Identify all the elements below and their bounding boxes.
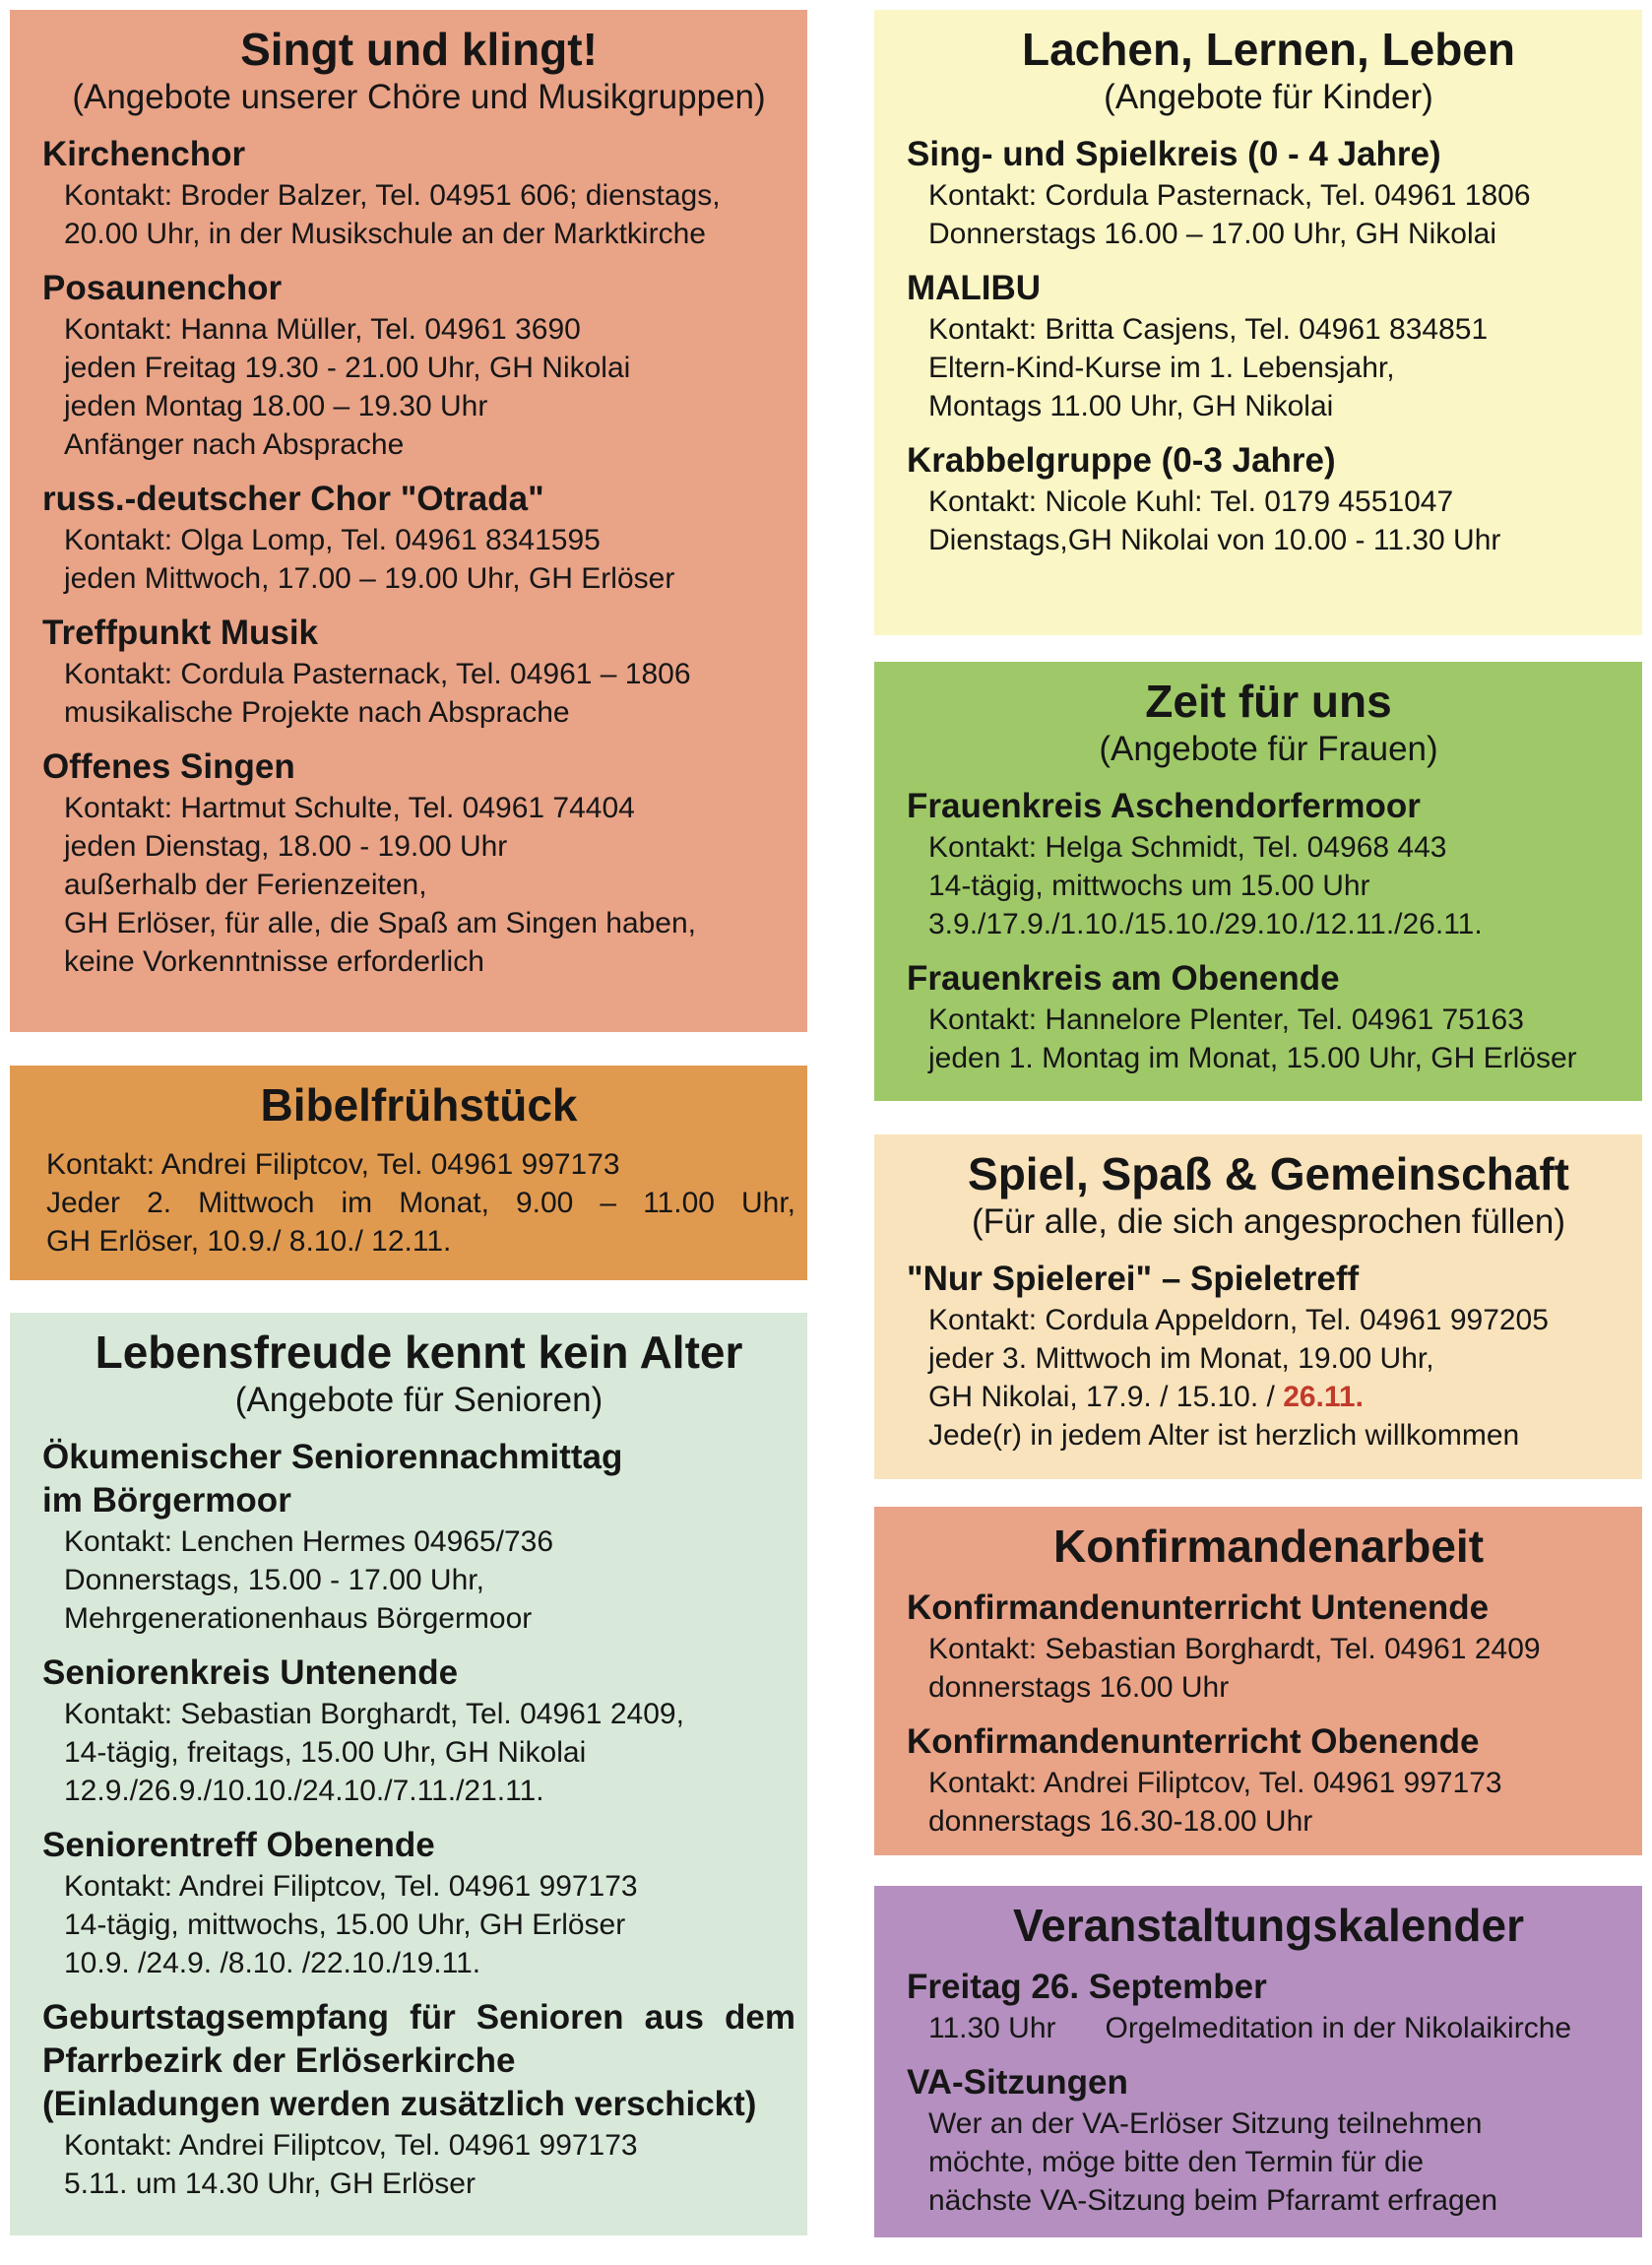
box-body xyxy=(907,1966,1630,2220)
section xyxy=(42,478,795,598)
section-heading: Krabbelgruppe (0-3 Jahre) xyxy=(907,440,1336,480)
box-body xyxy=(907,785,1630,1077)
text-line: Dienstags,GH Nikolai von 10.00 - 11.30 Uhr xyxy=(928,523,1501,556)
box-title: Bibelfrühstück xyxy=(260,1079,578,1131)
box-subtitle: (Angebote für Frauen) xyxy=(1099,729,1438,768)
box-title: Zeit für uns xyxy=(1145,676,1392,727)
text-line: jeden Mittwoch, 17.00 – 19.00 Uhr, GH Erlöser xyxy=(64,561,675,595)
text-line: 10.9. /24.9. /8.10. /22.10./19.11. xyxy=(64,1947,481,1980)
box-body xyxy=(907,1258,1630,1455)
text-line: Kontakt: Broder Balzer, Tel. 04951 606; dienstags, xyxy=(64,178,721,212)
text-line: musikalische Projekte nach Absprache xyxy=(64,696,570,730)
section-heading: im Börgermoor xyxy=(42,1480,291,1520)
text-line: Kontakt: Andrei Filiptcov, Tel. 04961 997173 xyxy=(64,2129,638,2163)
section xyxy=(42,1145,795,1261)
box-body xyxy=(907,1586,1630,1841)
section-heading: Offenes Singen xyxy=(42,747,295,787)
text-line: jeden 1. Montag im Monat, 15.00 Uhr, GH Erlöser xyxy=(928,1041,1577,1074)
text-line: 14-tägig, mittwochs um 15.00 Uhr xyxy=(928,869,1370,902)
text-line: Kontakt: Britta Casjens, Tel. 04961 834851 xyxy=(928,312,1489,346)
text-line: Kontakt: Andrei Filiptcov, Tel. 04961 997173 xyxy=(928,1767,1502,1800)
text-line: Kontakt: Hanna Müller, Tel. 04961 3690 xyxy=(64,312,581,346)
section-heading: Konfirmandenunterricht Obenende xyxy=(907,1721,1480,1761)
box-subtitle: (Angebote unserer Chöre und Musikgruppen) xyxy=(72,77,766,116)
text-line: Wer an der VA-Erlöser Sitzung teilnehmen xyxy=(928,2107,1483,2141)
text-line: Kontakt: Cordula Appeldorn, Tel. 04961 997205 xyxy=(928,1303,1549,1336)
section xyxy=(907,439,1630,559)
section xyxy=(907,785,1630,943)
box-bibelfruehstueck xyxy=(10,1066,807,1280)
box-spiel-spass-gemeinschaft xyxy=(874,1134,1642,1479)
box-body xyxy=(42,1436,795,2204)
text-line: Kontakt: Lenchen Hermes 04965/736 xyxy=(64,1524,554,1558)
text-line: Eltern-Kind-Kurse im 1. Lebensjahr, xyxy=(928,351,1395,384)
section-heading: (Einladungen werden zusätzlich verschickt) xyxy=(42,2085,757,2124)
section xyxy=(907,1258,1630,1455)
section-heading: Seniorenkreis Untenende xyxy=(42,1652,459,1692)
box-title: Konfirmandenarbeit xyxy=(1052,1521,1485,1572)
text-line: Kontakt: Helga Schmidt, Tel. 04968 443 xyxy=(928,830,1447,864)
box-subtitle: (Angebote für Senioren) xyxy=(234,1380,604,1419)
section-heading: Pfarrbezirk der Erlöserkirche xyxy=(42,2041,516,2081)
text-line: jeden Freitag 19.30 - 21.00 Uhr, GH Nikolai xyxy=(64,351,631,384)
section xyxy=(42,133,795,253)
text-line: jeden Montag 18.00 – 19.30 Uhr xyxy=(64,389,488,422)
text-line: donnerstags 16.30-18.00 Uhr xyxy=(928,1805,1313,1839)
section-heading: Seniorentreff Obenende xyxy=(42,1825,435,1864)
box-body xyxy=(42,1145,795,1261)
text-line xyxy=(928,1378,1630,1416)
section-heading: Frauenkreis am Obenende xyxy=(907,958,1340,998)
text-line: Mehrgenerationenhaus Börgermoor xyxy=(64,1601,533,1635)
text-line: Donnerstags 16.00 – 17.00 Uhr, GH Nikolai xyxy=(928,217,1496,250)
text-line: Anfänger nach Absprache xyxy=(64,427,405,461)
box-title: Singt und klingt! xyxy=(240,24,598,75)
section-heading: Treffpunkt Musik xyxy=(42,613,319,652)
text-line: nächste VA-Sitzung beim Pfarramt erfragen xyxy=(928,2184,1498,2218)
text-line: Kontakt: Cordula Pasternack, Tel. 04961 1806 xyxy=(928,178,1531,212)
text-line: Donnerstags, 15.00 - 17.00 Uhr, xyxy=(64,1563,484,1596)
text-line: 11.30 Uhr Orgelmeditation in der Nikolaikirche xyxy=(928,2011,1572,2044)
text-line: Kontakt: Cordula Pasternack, Tel. 04961 – 1806 xyxy=(64,658,691,691)
section xyxy=(42,612,795,732)
section-heading: VA-Sitzungen xyxy=(907,2062,1128,2102)
text-line: 12.9./26.9./10.10./24.10./7.11./21.11. xyxy=(64,1774,544,1807)
text-line: donnerstags 16.00 Uhr xyxy=(928,1670,1230,1704)
text-line: Kontakt: Andrei Filiptcov, Tel. 04961 997173 xyxy=(64,1870,638,1904)
section-heading: Kirchenchor xyxy=(42,134,246,173)
text-line: GH Erlöser, 10.9./ 8.10./ 12.11. xyxy=(46,1224,452,1258)
text-line: 20.00 Uhr, in der Musikschule an der Marktkirche xyxy=(64,217,706,250)
text-line: jeder 3. Mittwoch im Monat, 19.00 Uhr, xyxy=(928,1341,1434,1375)
section-heading: Geburtstagsempfang für Senioren aus dem xyxy=(42,1998,795,2038)
box-lebensfreude xyxy=(10,1313,807,2235)
text-line: Jeder 2. Mittwoch im Monat, 9.00 – 11.00 Uhr, xyxy=(46,1186,795,1219)
section-heading: Frauenkreis Aschendorfermoor xyxy=(907,786,1421,825)
section-heading: russ.-deutscher Chor "Otrada" xyxy=(42,479,544,518)
section xyxy=(42,1651,795,1810)
box-title: Spiel, Spaß & Gemeinschaft xyxy=(968,1148,1569,1199)
section xyxy=(907,267,1630,425)
section xyxy=(42,745,795,981)
text-line: jeden Dienstag, 18.00 - 19.00 Uhr xyxy=(64,830,508,864)
box-title: Veranstaltungskalender xyxy=(1013,1900,1524,1951)
section xyxy=(42,1996,795,2203)
text-segment: GH Nikolai, 17.9. / 15.10. / xyxy=(928,1380,1284,1413)
section-heading: MALIBU xyxy=(907,268,1042,307)
section xyxy=(42,1824,795,1982)
box-title: Lebensfreude kennt kein Alter xyxy=(95,1327,743,1378)
text-line: 3.9./17.9./1.10./15.10./29.10./12.11./26.11. xyxy=(928,907,1483,940)
section xyxy=(42,267,795,464)
section xyxy=(907,1720,1630,1841)
section xyxy=(907,957,1630,1077)
box-body xyxy=(42,133,795,981)
highlighted-date: 26.11. xyxy=(1283,1380,1364,1413)
text-line: Kontakt: Sebastian Borghardt, Tel. 04961 2409, xyxy=(64,1697,684,1730)
text-line: außerhalb der Ferienzeiten, xyxy=(64,869,427,902)
text-line: Kontakt: Hartmut Schulte, Tel. 04961 74404 xyxy=(64,792,635,825)
section-heading: Posaunenchor xyxy=(42,268,283,307)
text-line: 14-tägig, mittwochs, 15.00 Uhr, GH Erlöser xyxy=(64,1909,626,1942)
box-subtitle: (Angebote für Kinder) xyxy=(1104,77,1433,116)
text-line: möchte, möge bitte den Termin für die xyxy=(928,2146,1425,2179)
box-subtitle: (Für alle, die sich angesprochen füllen) xyxy=(971,1201,1566,1241)
text-line: Kontakt: Olga Lomp, Tel. 04961 8341595 xyxy=(64,523,601,556)
text-line: Kontakt: Nicole Kuhl: Tel. 0179 4551047 xyxy=(928,485,1454,518)
section xyxy=(907,1966,1630,2047)
section-heading: Konfirmandenunterricht Untenende xyxy=(907,1587,1490,1627)
text-line: keine Vorkenntnisse erforderlich xyxy=(64,945,484,979)
text-line: Montags 11.00 Uhr, GH Nikolai xyxy=(928,389,1334,422)
section-heading: Freitag 26. September xyxy=(907,1967,1267,2006)
box-singt-und-klingt xyxy=(10,10,807,1032)
text-line: Kontakt: Hannelore Plenter, Tel. 04961 75163 xyxy=(928,1003,1524,1036)
box-title: Lachen, Lernen, Leben xyxy=(1022,24,1515,75)
text-line: Jede(r) in jedem Alter ist herzlich willkommen xyxy=(928,1418,1520,1452)
section-heading: "Nur Spielerei" – Spieletreff xyxy=(907,1259,1360,1298)
section-heading: Sing- und Spielkreis (0 - 4 Jahre) xyxy=(907,134,1441,173)
section xyxy=(907,2061,1630,2220)
text-line: 14-tägig, freitags, 15.00 Uhr, GH Nikolai xyxy=(64,1735,587,1769)
box-konfirmandenarbeit xyxy=(874,1507,1642,1855)
box-body xyxy=(907,133,1630,559)
text-line: 5.11. um 14.30 Uhr, GH Erlöser xyxy=(64,2168,476,2201)
section xyxy=(907,133,1630,253)
section xyxy=(907,1586,1630,1707)
section xyxy=(42,1436,795,1638)
section-heading: Ökumenischer Seniorennachmittag xyxy=(42,1437,623,1476)
box-lachen-lernen-leben xyxy=(874,10,1642,635)
box-veranstaltungskalender xyxy=(874,1886,1642,2237)
text-line: Kontakt: Andrei Filiptcov, Tel. 04961 997173 xyxy=(46,1147,620,1181)
box-zeit-fuer-uns xyxy=(874,662,1642,1101)
text-line: Kontakt: Sebastian Borghardt, Tel. 04961 2409 xyxy=(928,1632,1541,1665)
text-line: GH Erlöser, für alle, die Spaß am Singen haben, xyxy=(64,907,697,940)
